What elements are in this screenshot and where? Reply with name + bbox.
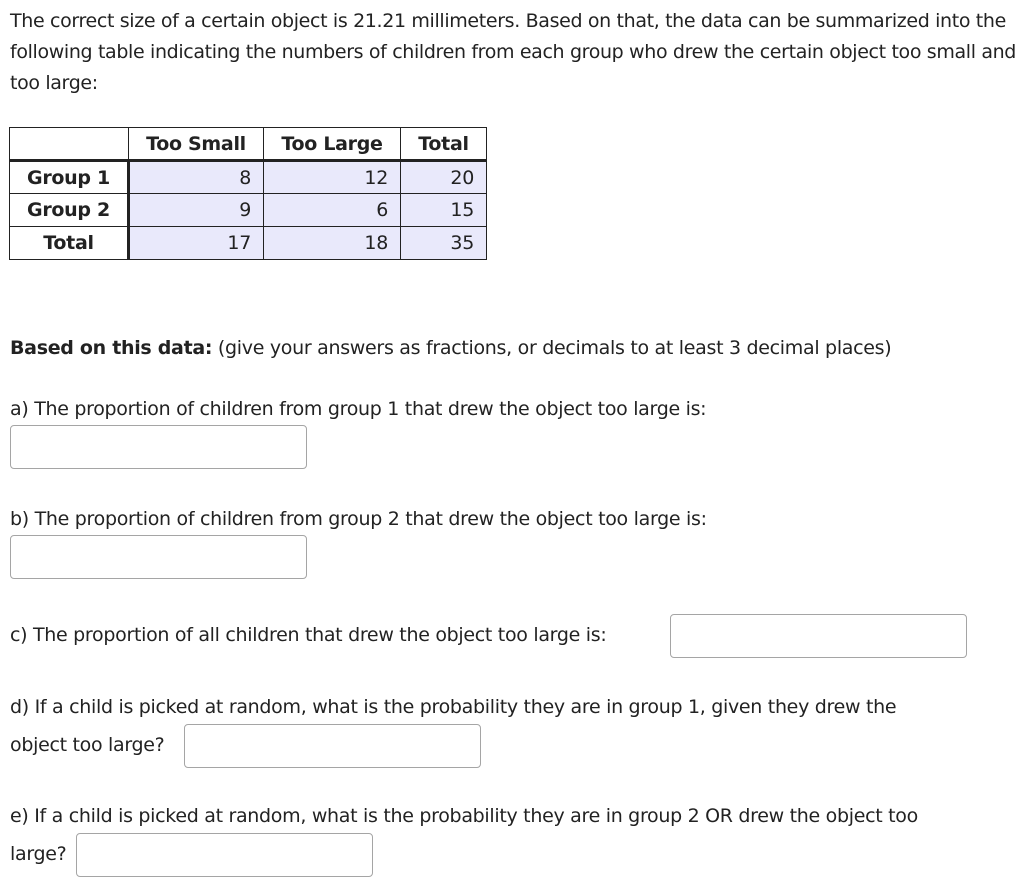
instructions (10, 330, 891, 367)
table-row (10, 227, 487, 260)
row-header-total: Total (10, 227, 129, 260)
question-a-text: a) The proportion of children from group 1 that drew the object too large is: (10, 398, 707, 420)
problem-intro: The correct size of a certain object is 21.21 millimeters. Based on that, the data can be summarized into the following table indicating the numbers of children from each group who drew the certain object too small and too large: (10, 10, 1017, 94)
table-corner-header (10, 128, 129, 161)
answer-c-input[interactable] (670, 614, 967, 658)
table-row (10, 161, 487, 194)
instructions-bold: Based on this data: (10, 337, 213, 359)
question-e-line1: e) If a child is picked at random, what is the probability they are in group 2 OR drew the object too (10, 805, 918, 827)
column-header-too-small: Too Small (129, 128, 264, 161)
table-cell: 18 (264, 227, 401, 260)
answer-e-input[interactable] (76, 833, 373, 877)
row-header-group-2: Group 2 (10, 194, 129, 227)
answer-b-input[interactable] (10, 535, 307, 579)
row-header-group-1: Group 1 (10, 161, 129, 194)
table-cell: 6 (264, 194, 401, 227)
answer-d-input[interactable] (184, 724, 481, 768)
question-e-line2: large? (10, 843, 67, 865)
table-cell: 20 (401, 161, 487, 194)
question-b-text: b) The proportion of children from group 2 that drew the object too large is: (10, 508, 707, 530)
table-row (10, 194, 487, 227)
column-header-total: Total (401, 128, 487, 161)
column-header-too-large: Too Large (264, 128, 401, 161)
question-d-line1: d) If a child is picked at random, what is the probability they are in group 1, given they drew the (10, 696, 897, 718)
data-table (9, 127, 487, 260)
table-header-row (10, 128, 487, 161)
table-cell: 12 (264, 161, 401, 194)
question-d-line2: object too large? (10, 734, 165, 756)
table-cell: 17 (129, 227, 264, 260)
question-c-text: c) The proportion of all children that drew the object too large is: (10, 624, 607, 646)
table-cell: 9 (129, 194, 264, 227)
answer-a-input[interactable] (10, 425, 307, 469)
instructions-text: (give your answers as fractions, or decimals to at least 3 decimal places) (212, 337, 892, 359)
table-cell: 15 (401, 194, 487, 227)
table-cell: 8 (129, 161, 264, 194)
table-cell: 35 (401, 227, 487, 260)
